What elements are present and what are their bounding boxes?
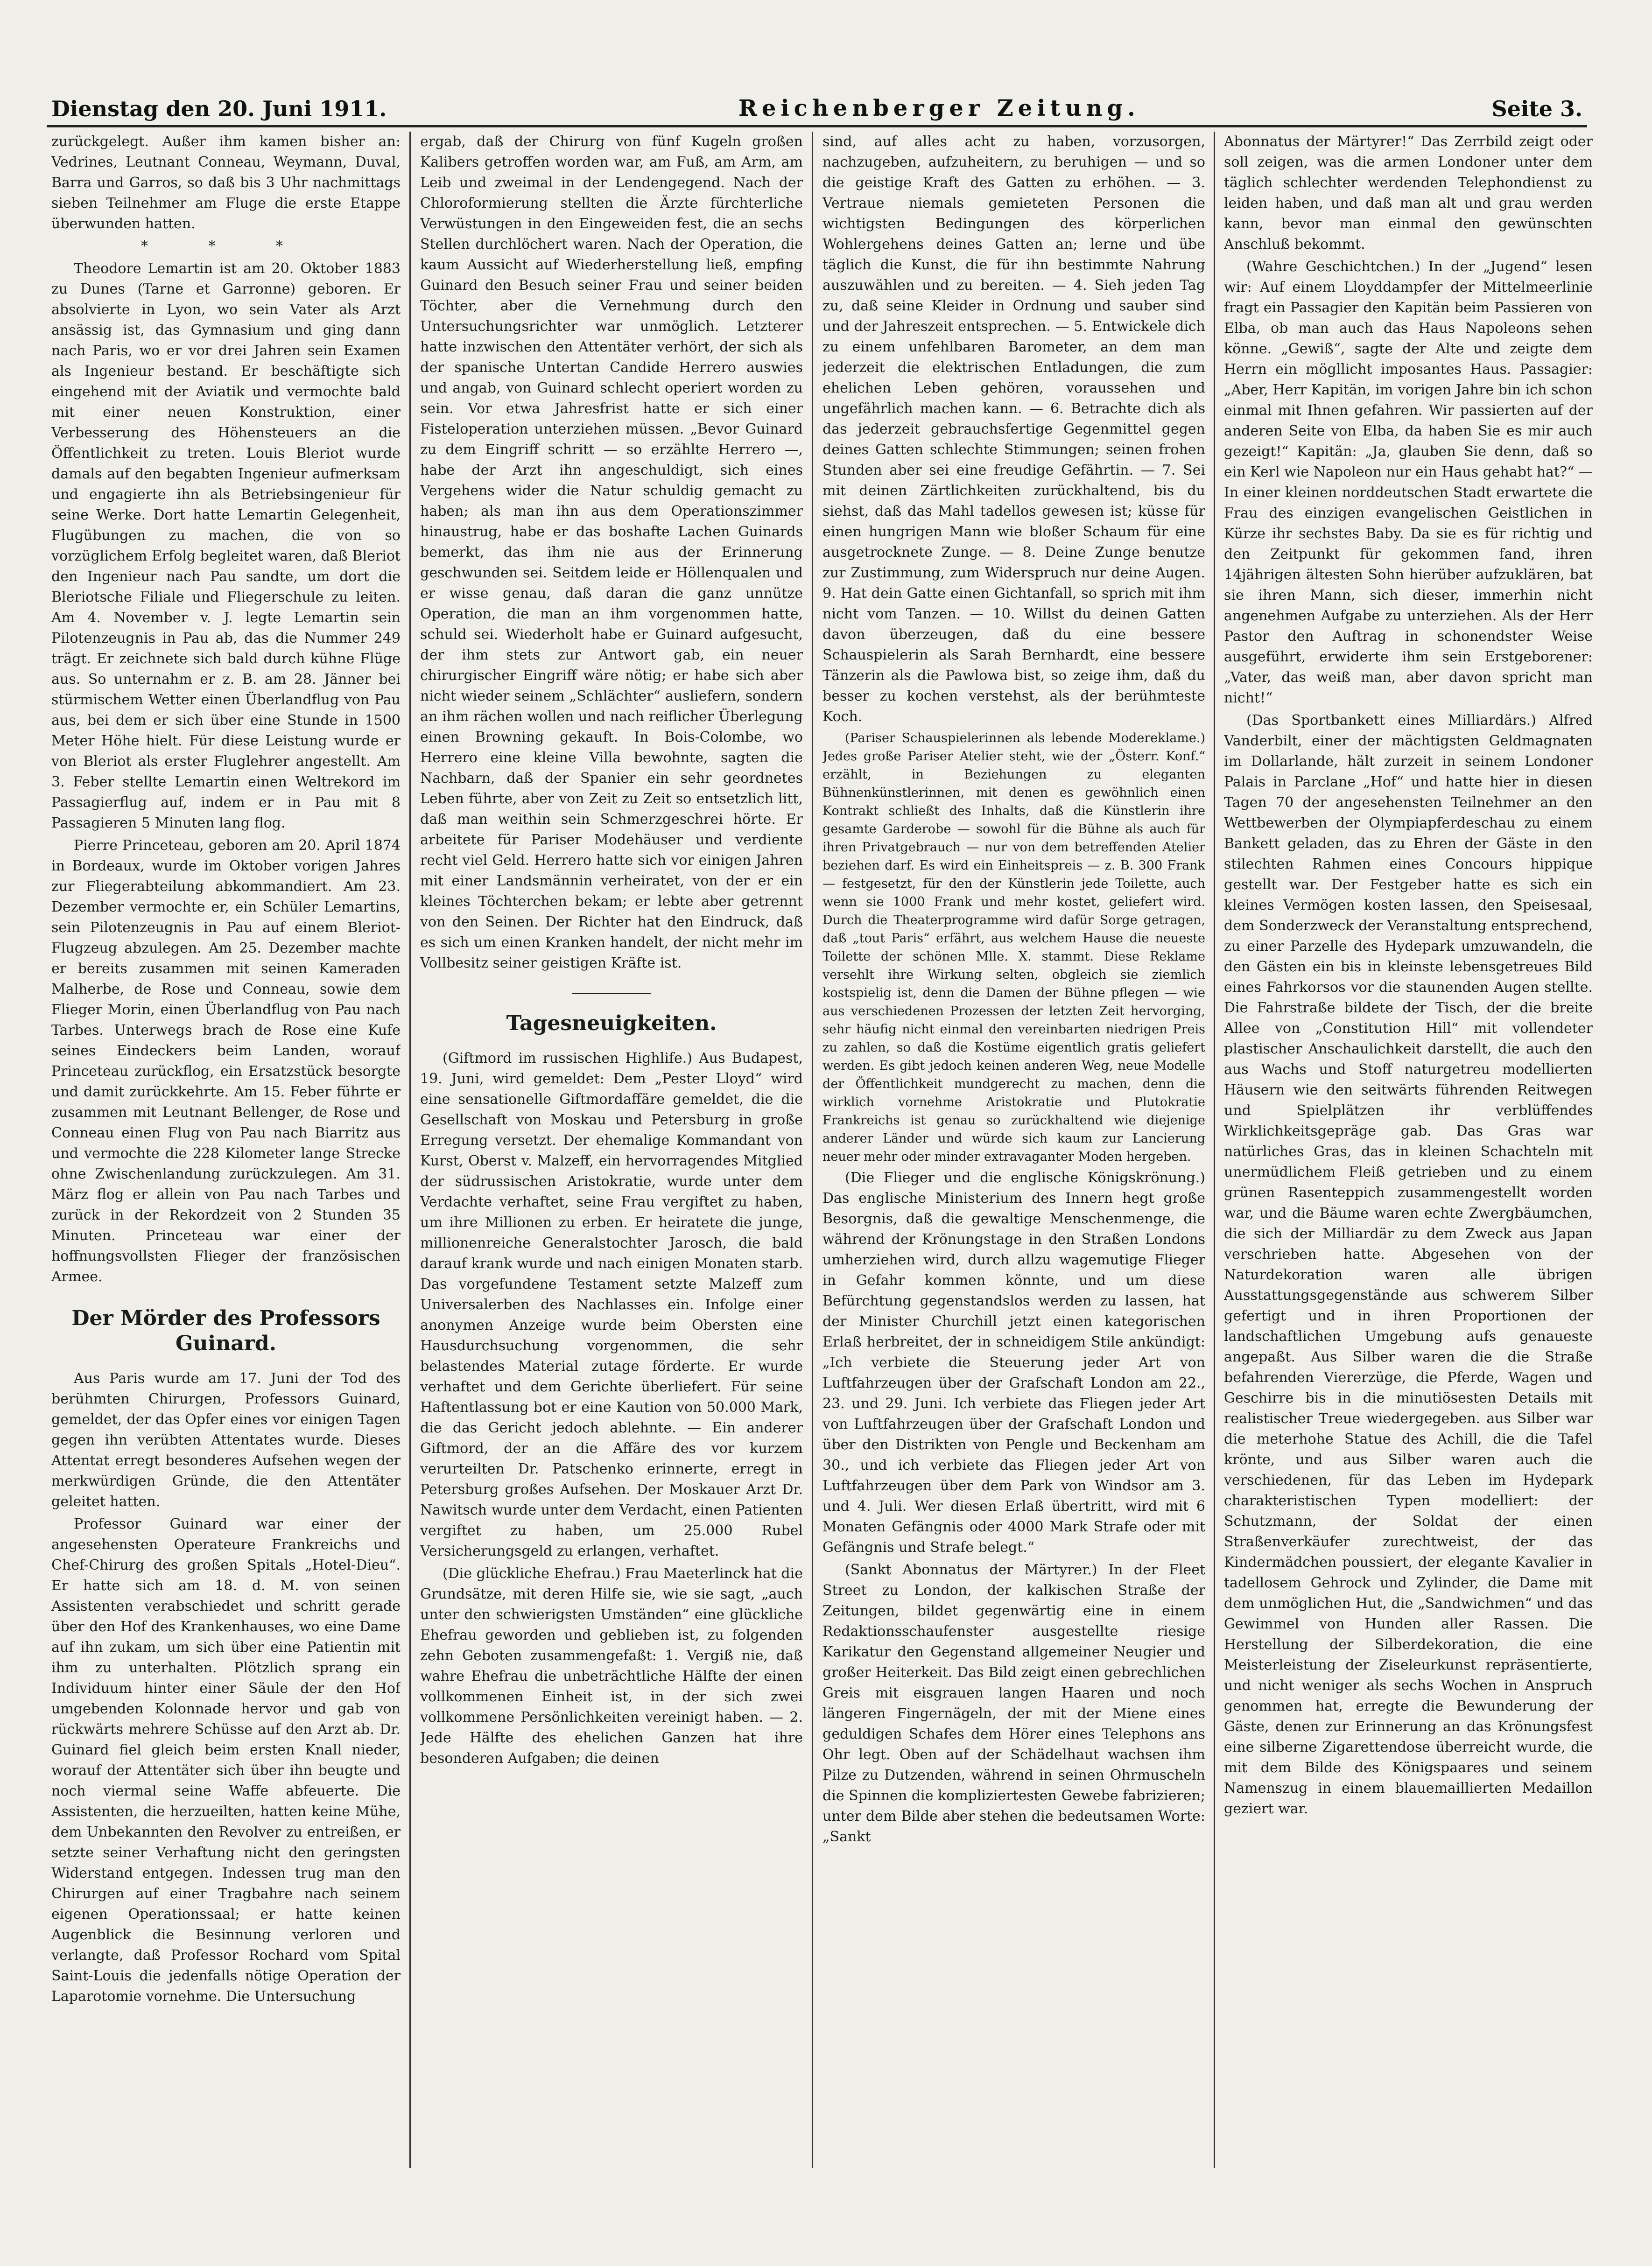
princeteau-biography: Pierre Princeteau, geboren am 20. April 1874 in Bordeaux, wurde im Oktober vorigen Jahres zur Fliegerabteilung abkommandiert. Am 23. Dezember vermochte er, ein Schüler Lemartins, sein Pilotenzeugnis in Pau auf einem Bleriot-Flugzeug abzulegen. Am 25. Dezember machte er bereits zusammen mit seinen Kameraden Malherbe, de Rose und Conneau, sowie dem Flieger Morin, einen Überlandflug von Pau nach Tarbes. Unterwegs brach de Rose eine Kufe seines Eindeckers beim Landen, worauf Princeteau zurückflog, ein Ersatzstück besorgte und damit zurückkehrte. Am 15. Feber führte er zusammen mit Leutnant Bellenger, de Rose und Conneau einen Flug von Pau nach Biarritz aus und vermochte die 228 Kilometer lange Strecke ohne Zwischenlandung zurückzulegen. Am 31. März flog er allein von Pau nach Tarbes und zurück in der Rekordzeit von 2 Stunden 35 Minuten. Princeteau war einer der hoffnungsvollsten Flieger der französischen Armee. bbox=[51, 837, 401, 1285]
column-rule-1 bbox=[409, 132, 411, 2168]
aviation-report-continued: zurückgelegt. Außer ihm kamen bisher an: Vedrines, Leutnant Conneau, Weymann, Duval, Barra und Garros, so daß bis 3 Uhr nachmittags sieben Teilnehmer am Fluge die erste Etappe überwunden hatten. bbox=[51, 133, 401, 232]
page-header bbox=[51, 79, 1582, 121]
ehefrau-continued: sind, auf alles acht zu haben, vorzusorgen, nachzugeben, aufzuheitern, zu beruhigen — und so die geistige Kraft des Gatten zu erhöhen. — 3. Vertraue niemals gemieteten Personen die wichtigsten Bedingungen des körperlichen Wohlergehens deines Gatten an; lerne und übe täglich die Kunst, die für ihn bestimmte Nahrung auszuwählen und zu bereiten. — 4. Sieh jeden Tag zu, daß seine Kleider in Ordnung und sauber sind und der Jahreszeit entsprechen. — 5. Entwickele dich zu einem unfehlbaren Barometer, an dem man jederzeit die elektrischen Entladungen, die zum ehelichen Leben gehören, voraussehen und ungefährlich machen kann. — 6. Betrachte dich als das jederzeit gebrauchsfertige Gegenmittel gegen deines Gatten schlechte Stimmungen; seinen frohen Stunden aber sei eine freudige Gefährtin. — 7. Sei mit deinen Zärtlichkeiten zurückhaltend, bis du siehst, daß das Mahl tadellos gewesen ist; küsse für einen hungrigen Mann wie bloßer Schaum für eine ausgetrocknete Zunge. — 8. Deine Zunge benutze zur Zustimmung, zum Widerspruch nur deine Augen. 9. Hat dein Gatte einen Gichtanfall, so sprich mit ihm nicht vom Tanzen. — 10. Willst du deinen Gatten davon überzeugen, daß du eine bessere Schauspielerin als Sarah Bernhardt, eine bessere Tänzerin als die Pawlowa bist, so zeige ihm, daß du besser zu kochen verstehst, als der berühmteste Koch. bbox=[822, 133, 1205, 725]
guinard-article-body: Professor Guinard war einer der angesehensten Operateure Frankreichs und Chef-Chirurg des großen Spitals „Hotel-Dieu“. Er hatte sich am 18. d. M. von seinen Assistenten verabschiedet und schritt gerade über den Hof des Krankenhauses, wo eine Dame auf ihn zukam, um sich über eine Patientin mit ihm zu unterhalten. Plötzlich sprang ein Individuum hinter einer Säule der den Hof umgebenden Kolonnade hervor und gab von rückwärts mehrere Schüsse auf den Arzt ab. Dr. Guinard fiel gleich beim ersten Knall nieder, worauf der Attentäter sich über ihn beugte und noch viermal seine Waffe abfeuerte. Die Assistenten, die herzueilten, hatten keine Mühe, dem Unbekannten den Revolver zu entreißen, er setzte seiner Verhaftung nicht den geringsten Widerstand entgegen. Indessen trug man den Chirurgen auf einer Tragbahre nach seinem eigenen Operationssaal; er hatte keinen Augenblick die Besinnung verloren und verlangte, daß Professor Rochard vom Spital Saint-Louis die jedenfalls nötige Operation der Laparotomie vornehme. Die Untersuchung bbox=[51, 1516, 401, 2005]
section-heading-tagesneuigkeiten: Tagesneuigkeiten. bbox=[506, 1011, 717, 1035]
column-4 bbox=[1224, 132, 1593, 2173]
news-schauspielerinnen: (Pariser Schauspielerinnen als lebende Modereklame.) Jedes große Pariser Atelier steht, wie der „Österr. Konf.“ erzählt, in Beziehungen zu eleganten Bühnenkünstlerinnen, mit denen es gewöhnlich einen Kontrakt schließt des Inhalts, daß die Künstlerin ihre gesamte Garderobe — sowohl für die Bühne als auch für ihren Privatgebrauch — nur von dem betreffenden Atelier beziehen darf. Es wird ein Einheitspreis — z. B. 300 Frank — festgesetzt, für den der Künstlerin jede Toilette, auch wenn sie 1000 Frank und mehr kostet, geliefert wird. Durch die Theaterprogramme wird dafür Sorge getragen, daß „tout Paris“ erfährt, aus welchem Hause die neueste Toilette der schönen Mlle. X. stammt. Diese Reklame versehlt ihre Wirkung selten, obgleich sie ziemlich kostspielig ist, denn die Damen der Bühne pflegen — wie aus verschiedenen Prozessen der letzten Zeit hervorging, sehr häufig nicht einmal den vereinbarten niedrigen Preis zu zahlen, so daß die Kostüme eigentlich gratis geliefert werden. Es gibt jedoch keinen anderen Weg, neue Modelle der Öffentlichkeit mundgerecht zu machen, denn die wirklich vornehme Aristokratie und Plutokratie Frankreichs ist genau so zurückhaltend wie diejenige anderer Länder und würde sich kaum zur Lancierung neuer mehr oder minder extravaganter Moden hergeben. bbox=[822, 731, 1205, 1164]
column-3 bbox=[822, 132, 1205, 2173]
news-wahre-geschichtchen: (Wahre Geschichtchen.) In der „Jugend“ lesen wir: Auf einem Lloyddampfer der Mittelmeerlinie fragt ein Passagier den Kapitän beim Passieren von Elba, ob man auch das Haus Napoleons sehen könne. „Gewiß“, sagte der Alte und zeigte dem Herrn ein mögllicht imposantes Haus. Passagier: „Aber, Herr Kapitän, im vorigen Jahre bin ich schon einmal mit Ihnen gefahren. Wir passierten auf der anderen Seite von Elba, da haben Sie es mir auch gezeigt!“ Kapitän: „Ja, glauben Sie denn, daß so ein Kerl wie Napoleon nur ein Haus gehabt hat?“ — In einer kleinen norddeutschen Stadt erwartete die Frau des einzigen evangelischen Geistlichen in Kürze ihr sechstes Baby. Da sie es für richtig und den Zeitpunkt für gekommen fand, ihren 14jährigen ältesten Sohn hierüber aufzuklären, bat sie ihren Mann, sich dieser, immerhin nicht angenehmen Aufgabe zu unterziehen. Als der Herr Pastor den Auftrag in schonendster Weise ausgeführt, erwiderte ihm sein Erstgeborener: „Vater, das weiß man, aber davon spricht man nicht!“ bbox=[1224, 259, 1593, 706]
article-heading-guinard: Der Mörder des Professors Guinard. bbox=[71, 1306, 380, 1355]
masthead: Reichenberger Zeitung. bbox=[738, 95, 1140, 121]
column-rule-2 bbox=[812, 132, 813, 2168]
news-flieger-konigskronung: (Die Flieger und die englische Königskrönung.) Das englische Ministerium des Innern hegt große Besorgnis, daß die gewaltige Menschenmenge, die während der Krönungstage in den Straßen Londons umherziehen wird, durch allzu wagemutige Flieger in Gefahr kommen könnte, und um diese Befürchtung gegenstandslos werden zu lassen, hat der Minister Churchill jetzt einen kategorischen Erlaß herbreitet, der in schneidigem Stile ankündigt: „Ich verbiete die Steuerung jeder Art von Luftfahrzeugen über der Grafschaft London am 22., 23. und 29. Juni. Ich verbiete das Fliegen jeder Art von Luftfahrzeugen über der Grafschaft London und über den Distrikten von Pengle und Beckenham am 30., und ich verbiete das Fliegen jeder Art von Luftfahrzeugen über dem Park von Windsor am 3. und 4. Juli. Wer diesen Erlaß übertritt, wird mit 6 Monaten Gefängnis oder 4000 Mark Strafe oder mit Gefängnis und Strafe belegt.“ bbox=[822, 1170, 1205, 1556]
issue-date: Dienstag den 20. Juni 1911. bbox=[51, 96, 387, 121]
abonnatus-continued: Abonnatus der Märtyrer!“ Das Zerrbild zeigt oder soll zeigen, was die armen Londoner unter dem täglich schlechter werdenden Telephondienst zu leiden haben, und daß man alt und grau werden kann, bevor man einmal den gewünschten Anschluß bekommt. bbox=[1224, 133, 1593, 253]
news-gluckliche-ehefrau: (Die glückliche Ehefrau.) Frau Maeterlinck hat die Grundsätze, mit deren Hilfe sie, wie sie sagt, „auch unter den schwierigsten Umständen“ eine glückliche Ehefrau geworden und geblieben ist, zu folgenden zehn Geboten zusammengefaßt: 1. Vergiß nie, daß wahre Ehefrau die unbeträchtliche Hälfte der einen vollkommenen Einheit ist, in der sich zwei vollkommene Persönlichkeiten vereinigt haben. — 2. Jede Hälfte des ehelichen Ganzen hat ihre besonderen Aufgaben; die deinen bbox=[420, 1565, 803, 1767]
section-separator: * * * bbox=[141, 238, 311, 254]
lemartin-biography: Theodore Lemartin ist am 20. Oktober 1883 zu Dunes (Tarne et Garronne) geboren. Er absolvierte in Lyon, wo sein Vater als Arzt ansässig ist, das Gymnasium und ging dann nach Paris, wo er vor drei Jahren sein Examen als Ingenieur bestand. Er beschäftigte sich eingehend mit der Aviatik und vermochte bald mit einer neuen Konstruktion, einer Verbesserung des Höhensteuers an die Öffentlichkeit zu treten. Louis Bleriot wurde damals auf den begabten Ingenieur aufmerksam und engagierte ihn als Betriebsingenieur für seine Werke. Dort hatte Lemartin Gelegenheit, Flugübungen zu machen, die von so vorzüglichem Erfolg begleitet waren, daß Bleriot den Ingenieur nach Pau sandte, um dort die Bleriotsche Filiale und Fliegerschule zu leiten. Am 4. November v. J. legte Lemartin sein Pilotenzeugnis in Pau ab, das die Nummer 249 trägt. Er zeichnete sich bald durch kühne Flüge aus. So unternahm er z. B. am 28. Jänner bei stürmischem Wetter einen Überlandflug von Pau aus, bei dem er sich über eine Stunde in 1500 Meter Höhe hielt. Für diese Leistung wurde er von Bleriot als erster Fluglehrer angestellt. Am 3. Feber stellte Lemartin einen Weltrekord im Passagierflug auf, indem er in Pau mit 8 Passagieren 5 Minuten lang flog. bbox=[51, 260, 401, 831]
news-sportbankett: (Das Sportbankett eines Milliardärs.) Alfred Vanderbilt, einer der mächtigsten Geldmagnaten im Dollarlande, hält zurzeit in seinem Londoner Palais in Parclane „Hof“ und hatte hier in diesen Tagen 70 der angesehensten Teilnehmer an den Wettbewerben der Olympiapferdeschau zu einem Bankett geladen, das zu Ehren der Gäste in den stilechten Rahmen eines Concours hippique gestellt war. Der Festgeber hatte es sich ein kleines Vermögen kosten lassen, den Speisesaal, dem Sonderzweck der Veranstaltung entsprechend, zu einer Parzelle des Hydepark umzuwandeln, die den Gästen ein bis in kleinste lebensgetreues Bild eines Fahrkorsos vor die staunenden Augen stellte. Die Fahrstraße bildete der Tisch, der die breite Allee von „Constitution Hill“ mit vollendeter plastischer Anschaulichkeit darstellt, die auch den aus Wachs und Stoff naturgetreu modellierten Häusern wie den seitwärts führenden Reitwegen und Spielplätzen ihr verblüffendes Wirklichkeitsgepräge gab. Das Gras war natürliches Gras, das in kleinen Schachteln mit unermüdlichem Fleiß getrieben und zu einem grünen Rasenteppich zusammengestellt worden war, und die Bäume waren echte Zwergbäumchen, die sich der Milliardär zu dem Zweck aus Japan verschrieben hatte. Abgesehen von der Naturdekoration waren alle übrigen Ausstattungsgegenstände aus schwerem Silber gefertigt und in ihren Proportionen der landschaftlichen Umgebung aufs genaueste angepaßt. Aus Silber waren die die Straße befahrenden Viererzüge, die Pferde, Wagen und Geschirre bis in die minutiösesten Details mit realistischer Treue wiedergegeben. aus Silber war die meterhohe Statue des Achill, die die Tafel krönte, und aus Silber waren auch die verschiedenen, für das Leben im Hydepark charakteristischen Typen modelliert: der Schutzmann, der Soldat der einen Straßenverkäufer zurechtweist, der das Kindermädchen poussiert, der elegante Kavalier in tadellosem Gehrock und Zylinder, die Dame mit dem unmöglichen Hut, die „Sandwichmen“ und das Gewimmel von Hunden aller Rassen. Die Herstellung der Silberdekoration, die eine Meisterleistung der Ziseleurkunst repräsentierte, und nicht weniger als sechs Wochen in Anspruch genommen hat, erregte die Bewunderung der Gäste, denen zur Erinnerung an das Krönungsfest eine silberne Zigarettendose überreicht wurde, die mit dem Bilde des Königspaares und seinem Namenszug in einem blauemaillierten Medaillon geziert war. bbox=[1224, 712, 1593, 1817]
guinard-article-continued: ergab, daß der Chirurg von fünf Kugeln großen Kalibers getroffen worden war, am Fuß, am Arm, am Leib und zweimal in der Lendengegend. Nach der Chloroformierung stellten die Ärzte fürchterliche Verwüstungen in den Eingeweiden fest, die an sechs Stellen durchlöchert waren. Nach der Operation, die kaum Aussicht auf Wiederherstellung ließ, empfing Guinard den Besuch seiner Frau und seiner beiden Töchter, aber die Vernehmung durch den Untersuchungsrichter war unmöglich. Letzterer hatte inzwischen den Attentäter verhört, der sich als der spanische Untertan Candide Herrero auswies und angab, von Guinard schlecht operiert worden zu sein. Vor etwa Jahresfrist hatte er sich einer Fisteloperation unterziehen müssen. „Bevor Guinard zu dem Eingriff schritt — so erzählte Herrero —, habe der Arzt ihn angeschuldigt, sich eines Vergehens wider die Natur schuldig gemacht zu haben; als man ihn aus dem Operationszimmer hinaustrug, habe er das boshafte Lachen Guinards bemerkt, das ihm nie aus der Erinnerung geschwunden sei. Seitdem leide er Höllenqualen und er wisse genau, daß daran die ganz unnütze Operation, die man an ihm vorgenommen hatte, schuld sei. Wiederholt habe er Guinard aufgesucht, der ihm stets zur Antwort gab, ein neuer chirurgischer Eingriff wäre nötig; er habe sich aber nicht wieder seinem „Schlächter“ ausliefern, sondern an ihm rächen wollen und nach reiflicher Überlegung einen Browning gekauft. In Bois-Colombe, wo Herrero eine kleine Villa bewohnte, sagten die Nachbarn, daß der Spanier ein sehr geordnetes Leben führte, aber von Zeit zu Zeit so entsetzlich litt, daß man weithin sein Schmerzgeschrei hörte. Er arbeitete für Pariser Modehäuser und verdiente recht viel Geld. Herrero hatte sich vor einigen Jahren mit einer Landsmännin verheiratet, von der er ein kleines Töchterchen bekam; er lebte aber getrennt von den Seinen. Der Richter hat den Eindruck, daß es sich um einen Kranken handelt, der nicht mehr im Vollbesitz seiner geistigen Kräfte ist. bbox=[420, 133, 803, 971]
column-1 bbox=[51, 132, 401, 2173]
column-rule-3 bbox=[1214, 132, 1215, 2168]
news-sankt-abonnatus: (Sankt Abonnatus der Märtyrer.) In der Fleet Street zu London, der kalkischen Straße der Zeitungen, bildet gegenwärtig eine in einem Redaktionsschaufenster ausgestellte riesige Karikatur den Gegenstand allgemeiner Neugier und großer Heiterkeit. Das Bild zeigt einen gebrechlichen Greis mit eisgrauen langen Haaren und noch längeren Fingernägeln, der mit der Miene eines geduldigen Schafes dem Hörer eines Telephons ans Ohr legt. Oben auf der Schädelhaut wachsen ihm Pilze zu Dutzenden, während in seinen Ohrmuscheln die Spinnen die kompliziertesten Gewebe fabrizieren; unter dem Bilde aber stehen die bedeutsamen Worte: „Sankt bbox=[822, 1562, 1205, 1845]
header-rule bbox=[47, 125, 1587, 127]
news-giftmord: (Giftmord im russischen Highlife.) Aus Budapest, 19. Juni, wird gemeldet: Dem „Pester Lloyd“ wird eine sensationelle Giftmordaffäre gemeldet, die die Gesellschaft von Moskau und Petersburg in große Erregung versetzt. Der ehemalige Kommandant von Kurst, Oberst v. Malzeff, ein hervorragendes Mitglied der südrussischen Aristokratie, wurde unter dem Verdachte verhaftet, seine Frau vergiftet zu haben, um ihre Millionen zu erben. Er heiratete die junge, millionenreiche Generalstochter Jarosch, die bald darauf krank wurde und nach einigen Monaten starb. Das vorgefundene Testament setzte Malzeff zum Universalerben des Nachlasses ein. Infolge einer anonymen Anzeige wurde beim Obersten eine Hausdurchsuchung vorgenommen, die sehr belastendes Material zutage förderte. Er wurde verhaftet und dem Gerichte überliefert. Für seine Haftentlassung bot er eine Kaution von 50.000 Mark, die das Gericht jedoch ablehnte. — Ein anderer Giftmord, der an die Affäre des vor kurzem verurteilten Dr. Patschenko erinnerte, erregt in Petersburg großes Aufsehen. Der Moskauer Arzt Dr. Nawitsch wurde unter dem Verdacht, einen Patienten vergiftet zu haben, um 25.000 Rubel Versicherungsgeld zu erlangen, verhaftet. bbox=[420, 1050, 803, 1559]
section-divider bbox=[420, 987, 803, 1007]
guinard-article-intro: Aus Paris wurde am 17. Juni der Tod des berühmten Chirurgen, Professors Guinard, gemeldet, der das Opfer eines vor einigen Tagen gegen ihn verübten Attentates wurde. Dieses Attentat erregt besonderes Aufsehen wegen der merkwürdigen Gründe, die den Attentäter geleitet hatten. bbox=[51, 1370, 401, 1510]
page-number: Seite 3. bbox=[1491, 96, 1582, 121]
column-2 bbox=[420, 132, 803, 2173]
